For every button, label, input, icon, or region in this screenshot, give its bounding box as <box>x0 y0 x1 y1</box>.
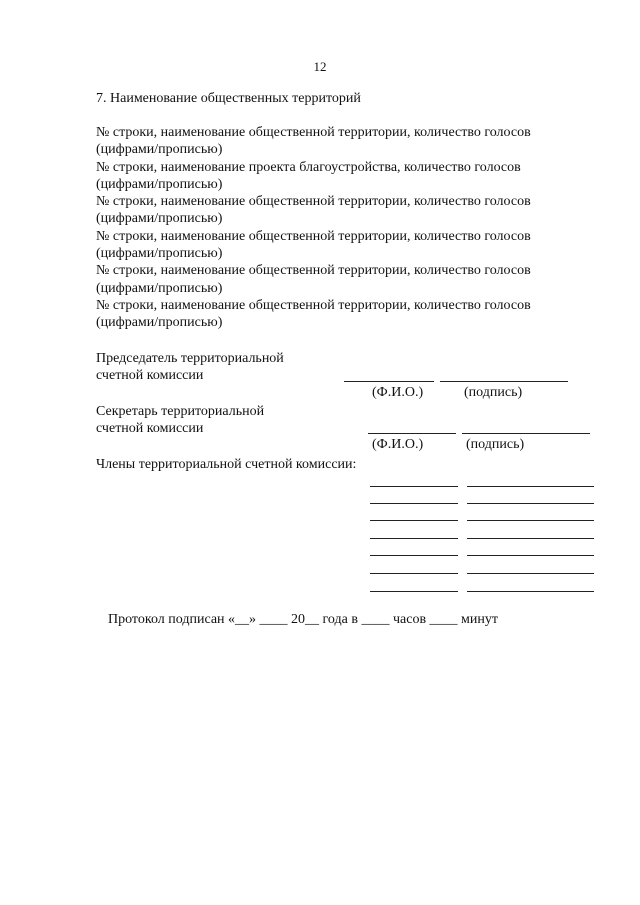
member-signature-line <box>467 486 594 487</box>
member-signature-line <box>467 573 594 574</box>
entry-format-note: (цифрами/прописью) <box>96 176 223 192</box>
member-signature-line <box>467 538 594 539</box>
list-item <box>96 228 576 263</box>
entry-text: № строки, наименование проекта благоустройства, количество голосов <box>96 159 521 175</box>
secretary-name-line <box>368 433 456 434</box>
list-item <box>96 193 576 228</box>
entry-format-note: (цифрами/прописью) <box>96 280 223 296</box>
chairman-title: Председатель территориальной <box>96 351 284 366</box>
chairman-name-caption: (Ф.И.О.) <box>372 385 424 400</box>
entry-format-note: (цифрами/прописью) <box>96 246 223 262</box>
section-heading: 7. Наименование общественных территорий <box>96 91 361 106</box>
page-number: 12 <box>313 59 327 74</box>
member-name-line <box>370 486 458 487</box>
entry-format-note: (цифрами/прописью) <box>96 315 223 331</box>
entry-text: № строки, наименование общественной территории, количество голосов <box>96 297 531 313</box>
member-signature-line <box>467 555 594 556</box>
protocol-signed-line: Протокол подписан «__» ____ 20__ года в ____ часов ____ минут <box>108 612 499 627</box>
chairman-signature-caption: (подпись) <box>464 385 523 400</box>
entry-format-note: (цифрами/прописью) <box>96 142 223 158</box>
entries-list <box>96 124 576 332</box>
chairman-signature-line <box>440 381 568 382</box>
entry-text: № строки, наименование общественной территории, количество голосов <box>96 263 531 279</box>
list-item <box>96 159 576 194</box>
member-name-line <box>370 520 458 521</box>
member-name-line <box>370 573 458 574</box>
secretary-signature-caption: (подпись) <box>466 437 525 452</box>
chairman-name-line <box>344 381 434 382</box>
chairman-commission: счетной комиссии <box>96 368 204 383</box>
member-name-line <box>370 538 458 539</box>
entry-text: № строки, наименование общественной территории, количество голосов <box>96 228 531 244</box>
member-signature-line <box>467 591 594 592</box>
secretary-commission: счетной комиссии <box>96 421 204 436</box>
secretary-signature-line <box>462 433 590 434</box>
member-signature-line <box>467 503 594 504</box>
member-name-line <box>370 591 458 592</box>
secretary-title: Секретарь территориальной <box>96 404 265 419</box>
secretary-name-caption: (Ф.И.О.) <box>372 437 424 452</box>
entry-format-note: (цифрами/прописью) <box>96 211 223 227</box>
entry-text: № строки, наименование общественной территории, количество голосов <box>96 194 531 210</box>
member-name-line <box>370 503 458 504</box>
list-item <box>96 262 576 297</box>
member-name-line <box>370 555 458 556</box>
members-label: Члены территориальной счетной комиссии: <box>96 457 357 472</box>
member-signature-line <box>467 520 594 521</box>
entry-text: № строки, наименование общественной территории, количество голосов <box>96 125 531 140</box>
list-item <box>96 124 576 159</box>
list-item <box>96 297 576 332</box>
